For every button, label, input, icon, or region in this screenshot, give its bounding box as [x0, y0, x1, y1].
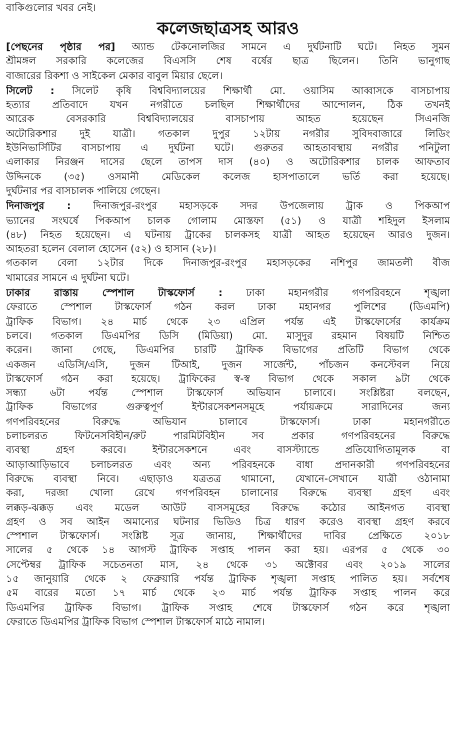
text-line: গ্রহণ ও সব আইন অমান্যের ঘটনার ভিডিও চিত্র ধারণ করেও ব্যবস্থা গ্রহণ করবে [6, 516, 450, 528]
text-line: চলাচলরত ফিটনেসবিহীন/রুট পারমিটবিহীন সব প্রকার গণপরিবহনের বিরুদ্ধে [6, 431, 450, 443]
text-line: উদ্দিনকে (৩৫) ওসমানী মেডিকেল কলেজ হাসপাতালে ভর্তি করা হয়েছে। [6, 171, 450, 183]
text-line: করা, দরজা খোলা রেখে গণপরিবহন চালানোর বিরুদ্ধে ব্যবস্থা গ্রহণ এবং [6, 488, 450, 500]
text-line: লক্কড়-ঝক্কড় এবং মডেল আউট বাসসমূহের বিরুদ্ধে কঠোর আইনগত ব্যবস্থা [6, 502, 450, 514]
paragraph-sylhet [6, 85, 450, 199]
text-line: দুর্ঘটনার পর বাসচালক পালিয়ে গেছেন। [6, 185, 161, 197]
text-line: ১৫ জানুয়ারি থেকে ২ ফেব্রুয়ারি পর্যন্ত ট্রাফিক শৃঙ্খলা সপ্তাহ পালিত হয়। সর্বশেষ [6, 573, 450, 585]
text-line: চলবে। গতকাল ডিএমপির ডিসি (মিডিয়া) মো. মাসুদুর রহমান বিষয়টি নিশ্চিত [6, 330, 450, 342]
text-line: বিরুদ্ধে ব্যবস্থা নিবে। এছাড়াও যত্রতত্র থামানো, যেখানে-সেখানে যাত্রী ওঠানামা [6, 473, 450, 485]
text-line: ফেরাতে স্পেশাল টাস্কফোর্স গঠন করল ঢাকা মহানগর পুলিশের (ডিএমপি) [6, 302, 450, 314]
text-line: (৪৮) নিহত হয়েছেন। এ ঘটনায় ট্রাকের চালকসহ যাত্রী আহত হয়েছেন আরও দুজন। [6, 229, 450, 241]
text-line: শ্রীমঙ্গল সরকারি কলেজের বিএসসি শেষ বর্ষের ছাত্র ছিলেন। তিনি ভানুগাছ [6, 56, 450, 68]
text-line: ডিএমপির ট্রাফিক বিভাগ। ট্রাফিক সপ্তাহ শেষে টাস্কফোর্স গঠন করে শৃঙ্খলা [6, 602, 450, 614]
text-line: ইউনিভার্সিটির বাসচাপায় এ দুর্ঘটনা ঘটে। গুরুতর আহতাবস্থায় নগরীর পনিটুলা [6, 143, 450, 155]
text-line: একজন এডিসি/এসি, দুজন টিআই, দুজন সার্জেন্ট, পাঁচজন কনস্টেবল নিয়ে [6, 359, 450, 371]
text-line: ট্রাফিক বিভাগের গুরুত্বপূর্ণ ইন্টারসেকশনসমূহে পর্যায়ক্রমে সারাদিনের জন্য [6, 402, 450, 414]
paragraph-intro [6, 41, 450, 84]
text-line: এলাকার নিরঞ্জন দাসের ছেলে তাপস দাস (৪০) ও অটোরিকশার চালক আফতাব [6, 157, 450, 169]
text-line: দিনাজপুর : দিনাজপুর-রংপুর মহাসড়কে সদর উপজেলায় ট্রাক ও পিকআপ [6, 201, 450, 213]
text-line: আড়াআড়িভাবে চলাচলরত এবং অন্য পরিবহনকে বাধা প্রদানকারী গণপরিবহনের [6, 459, 450, 471]
continued-label: [পেছনের পৃষ্ঠার পর] [6, 42, 116, 53]
text-line: টাস্কফোর্স গঠন করা হয়েছে। ট্রাফিকের স্ব-স্ব বিভাগ থেকে সকাল ৯টা থেকে [6, 373, 450, 385]
section-label: ঢাকার রাস্তায় স্পেশাল টাস্কফোর্স : [6, 288, 223, 300]
text-line: সালের ৫ থেকে ১৪ আগস্ট ট্রাফিক সপ্তাহ পালন করা হয়। এরপর ৫ থেকে ৩০ [6, 545, 450, 557]
paragraph-task-force [6, 287, 450, 630]
text-line: [পেছনের পৃষ্ঠার পর] অ্যান্ড টেকনোলজির সামনে এ দুর্ঘটনাটি ঘটে। নিহত সুমন [6, 42, 450, 53]
text-line: সিলেট : সিলেট কৃষি বিশ্ববিদ্যালয়ের শিক্ষার্থী মো. ওয়াসিম আব্বাসকে বাসচাপায় [6, 85, 450, 97]
text-line: সেপ্টেম্বর ট্রাফিক সচেতনতা মাস, ২৪ থেকে ৩১ অক্টোবর এবং ২০১৯ সালের [6, 559, 450, 571]
text-line: ঢাকার রাস্তায় স্পেশাল টাস্কফোর্স : ঢাকা মহানগরীর গণপরিবহনে শৃঙ্খলা [6, 288, 450, 300]
text-line: হত্যার প্রতিবাদে যখন নগরীতে চলছিল শিক্ষার্থীদের আন্দোলন, ঠিক তখনই [6, 100, 450, 112]
text-line: ভ্যানের সংঘর্ষে পিকআপ চালক গোলাম মোস্তফা (৫১) ও যাত্রী শহিদুল ইসলাম [6, 215, 450, 227]
text-line: স্পেশাল টাস্কফোর্স। সংশ্লিষ্ট সূত্র জানায়, শিক্ষার্থীদের দাবির প্রেক্ষিতে ২০১৮ [6, 531, 450, 543]
paragraph-dinajpur [6, 200, 450, 286]
lead-in-text: বাকিগুলোর খবর নেই। [6, 3, 96, 14]
text-line: গতকাল বেলা ১২টার দিকে দিনাজপুর-রংপুর মহাসড়কের নশিপুর জামতলী বীজ [6, 258, 450, 270]
headline: কলেজছাত্রসহ আরও [156, 19, 300, 39]
dateline-label: সিলেট : [6, 85, 55, 97]
text-line: খামারের সামনে এ দুর্ঘটনা ঘটে। [6, 272, 130, 284]
text-line: অটোরিকশার দুই যাত্রী। গতকাল দুপুর ১২টায় নগরীর সুবিদবাজারে লিডিং [6, 128, 450, 140]
text-line: ব্যবস্থা গ্রহণ করবে। ইন্টারসেকশনে এবং বাসস্ট্যান্ডে প্রতিযোগিতামূলক বা [6, 445, 450, 457]
text-line: বাজারের রিকশা ও সাইকেল মেকার বাবুল মিয়ার ছেলে। [6, 70, 223, 82]
text-line: সন্ধ্যা ৬টা পর্যন্ত স্পেশাল টাস্কফোর্স অভিযান চালাবে। সংশ্লিষ্টরা বলছেন, [6, 388, 450, 400]
text-line: ৫ম বারের মতো ১৭ মার্চ থেকে ২৩ মার্চ পর্যন্ত ট্রাফিক সপ্তাহ পালন করে [6, 588, 450, 600]
dateline-label: দিনাজপুর : [6, 201, 71, 213]
text-line: আরেক বেসরকারি বিশ্ববিদ্যালয়ের বাসচাপায় আহত হয়েছেন সিএনজি [6, 114, 450, 126]
text-line: ফেরাতে ডিএমপির ট্রাফিক বিভাগ স্পেশাল টাস্কফোর্স মাঠে নামাল। [6, 616, 265, 628]
text-line: করেন। জানা গেছে, ডিএমপির চারটি ট্রাফিক বিভাগের প্রতিটি বিভাগ থেকে [6, 345, 450, 357]
text-line: আহতরা হলেন বেলাল হোসেন (৫২) ও হাসান (২৮)। [6, 244, 217, 256]
text-line: গণপরিবহনের বিরুদ্ধে অভিযান চালাবে টাস্কফোর্স। ঢাকা মহানগরীতে [6, 416, 450, 428]
text-line: ট্রাফিক বিভাগ। ২৪ মার্চ থেকে ২৩ এপ্রিল পর্যন্ত এই টাস্কফোর্সের কার্যক্রম [6, 316, 450, 328]
